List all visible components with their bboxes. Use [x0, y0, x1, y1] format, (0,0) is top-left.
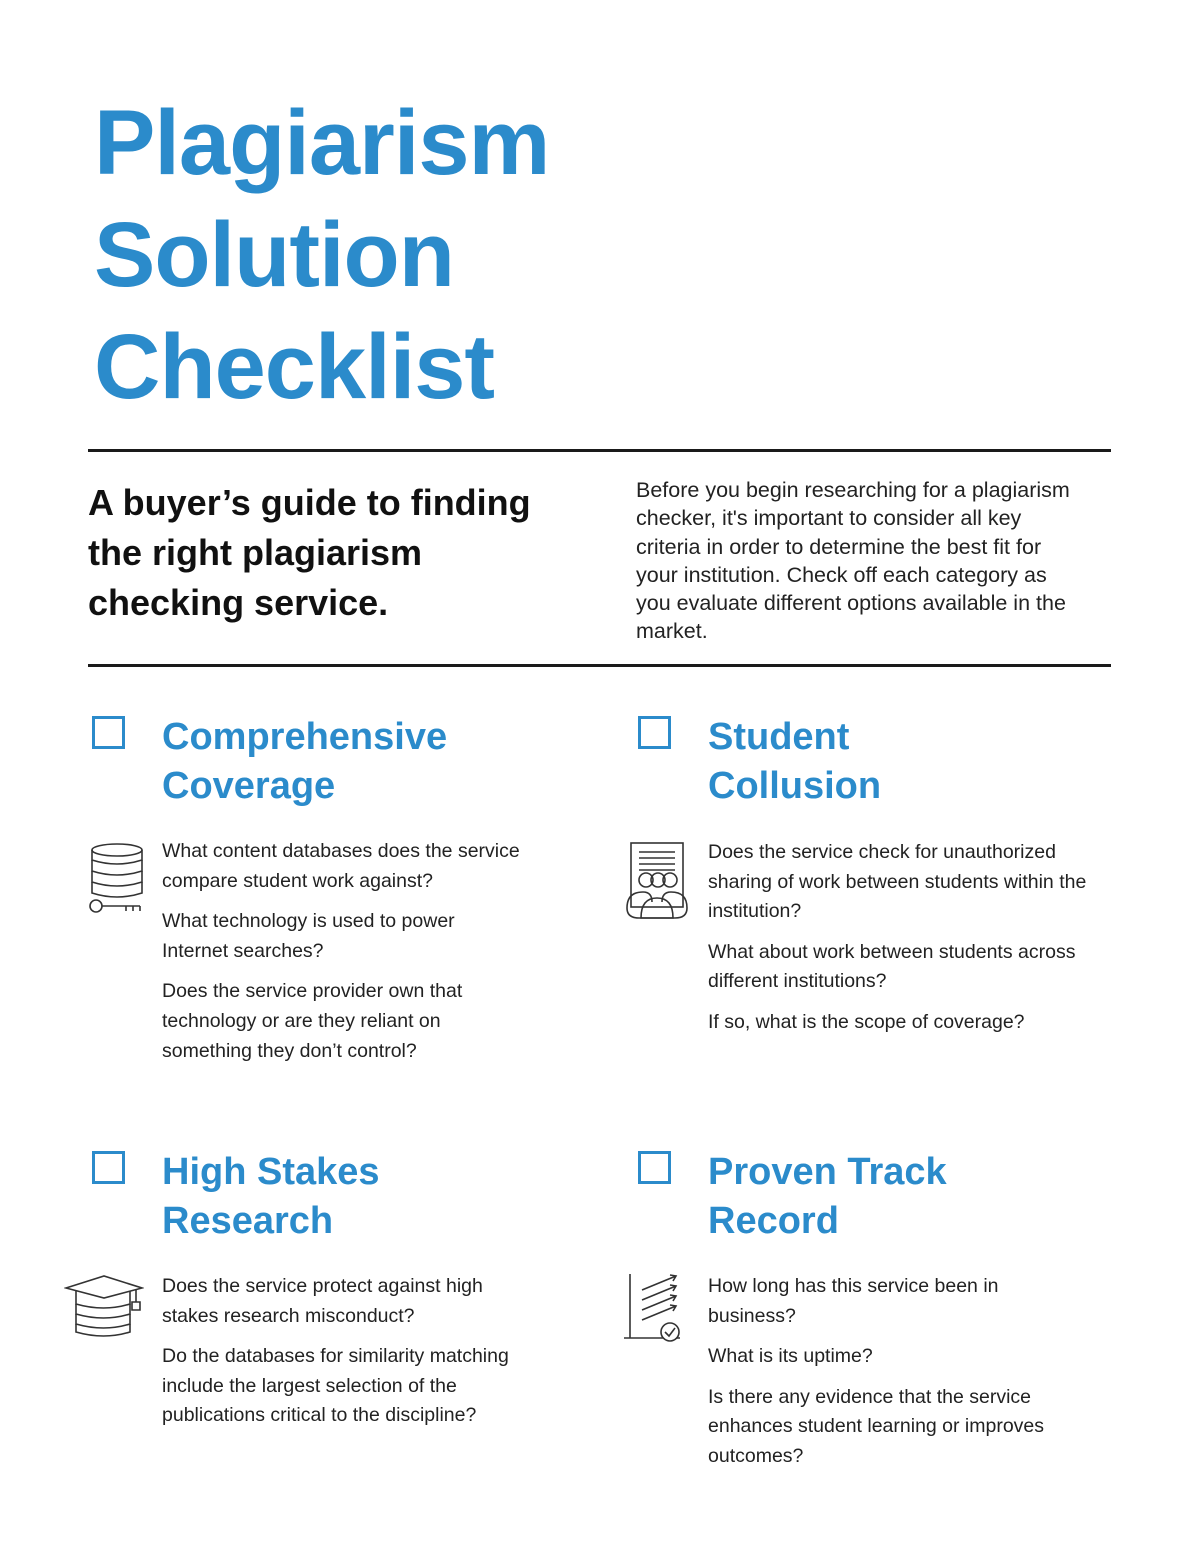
- page-title-line-3: Checklist: [94, 316, 495, 418]
- document-group-icon: [625, 842, 689, 920]
- question-item: What is its uptime?: [708, 1345, 873, 1368]
- section-title-line-1: High Stakes: [162, 1151, 380, 1193]
- question-item: Does the service check for unauthorized sharing of work between students within the institution?: [708, 841, 1087, 923]
- checkbox-comprehensive-coverage[interactable]: [92, 716, 125, 749]
- section-title-line-2: Research: [162, 1200, 334, 1242]
- database-key-icon: [86, 842, 144, 916]
- question-item: Is there any evidence that the service enhances student learning or improves outcomes?: [708, 1385, 1045, 1467]
- page-title-line-2: Solution: [94, 204, 454, 306]
- question-item: What content databases does the service compare student work against?: [162, 840, 520, 892]
- questions-list: [708, 838, 1098, 1049]
- section-title-line-2: Collusion: [708, 765, 882, 807]
- bottom-divider: [88, 664, 1111, 667]
- question-item: Does the service provider own that technology or are they reliant on something they don’t control?: [162, 980, 463, 1062]
- checkbox-proven-track-record[interactable]: [638, 1151, 671, 1184]
- questions-list: [162, 1272, 532, 1442]
- growth-chart-icon: [624, 1274, 686, 1346]
- graduation-cap-icon: [64, 1274, 144, 1338]
- section-title-line-1: Proven Track: [708, 1151, 947, 1193]
- intro-paragraph: Before you begin researching for a plagiarism checker, it's important to consider all key criteria in order to determine the best fit for your institution. Check off each category as you evaluate different options available in the market.: [636, 478, 1070, 644]
- questions-list: [162, 837, 522, 1077]
- questions-list: [708, 1272, 1048, 1483]
- checkbox-student-collusion[interactable]: [638, 716, 671, 749]
- question-item: If so, what is the scope of coverage?: [708, 1010, 1025, 1033]
- subtitle: A buyer’s guide to finding the right plagiarism checking service.: [88, 482, 531, 623]
- section-title-line-1: Student: [708, 716, 850, 758]
- section-title-line-2: Record: [708, 1200, 839, 1242]
- question-item: Does the service protect against high stakes research misconduct?: [162, 1275, 483, 1327]
- top-divider: [88, 449, 1111, 452]
- question-item: How long has this service been in business?: [708, 1275, 999, 1327]
- question-item: Do the databases for similarity matching include the largest selection of the publications critical to the discipline?: [162, 1345, 509, 1427]
- page-title-line-1: Plagiarism: [94, 92, 550, 194]
- section-title-line-1: Comprehensive: [162, 716, 448, 758]
- question-item: What technology is used to power Internet searches?: [162, 910, 455, 962]
- question-item: What about work between students across different institutions?: [708, 940, 1076, 993]
- checkbox-high-stakes-research[interactable]: [92, 1151, 125, 1184]
- section-title-line-2: Coverage: [162, 765, 336, 807]
